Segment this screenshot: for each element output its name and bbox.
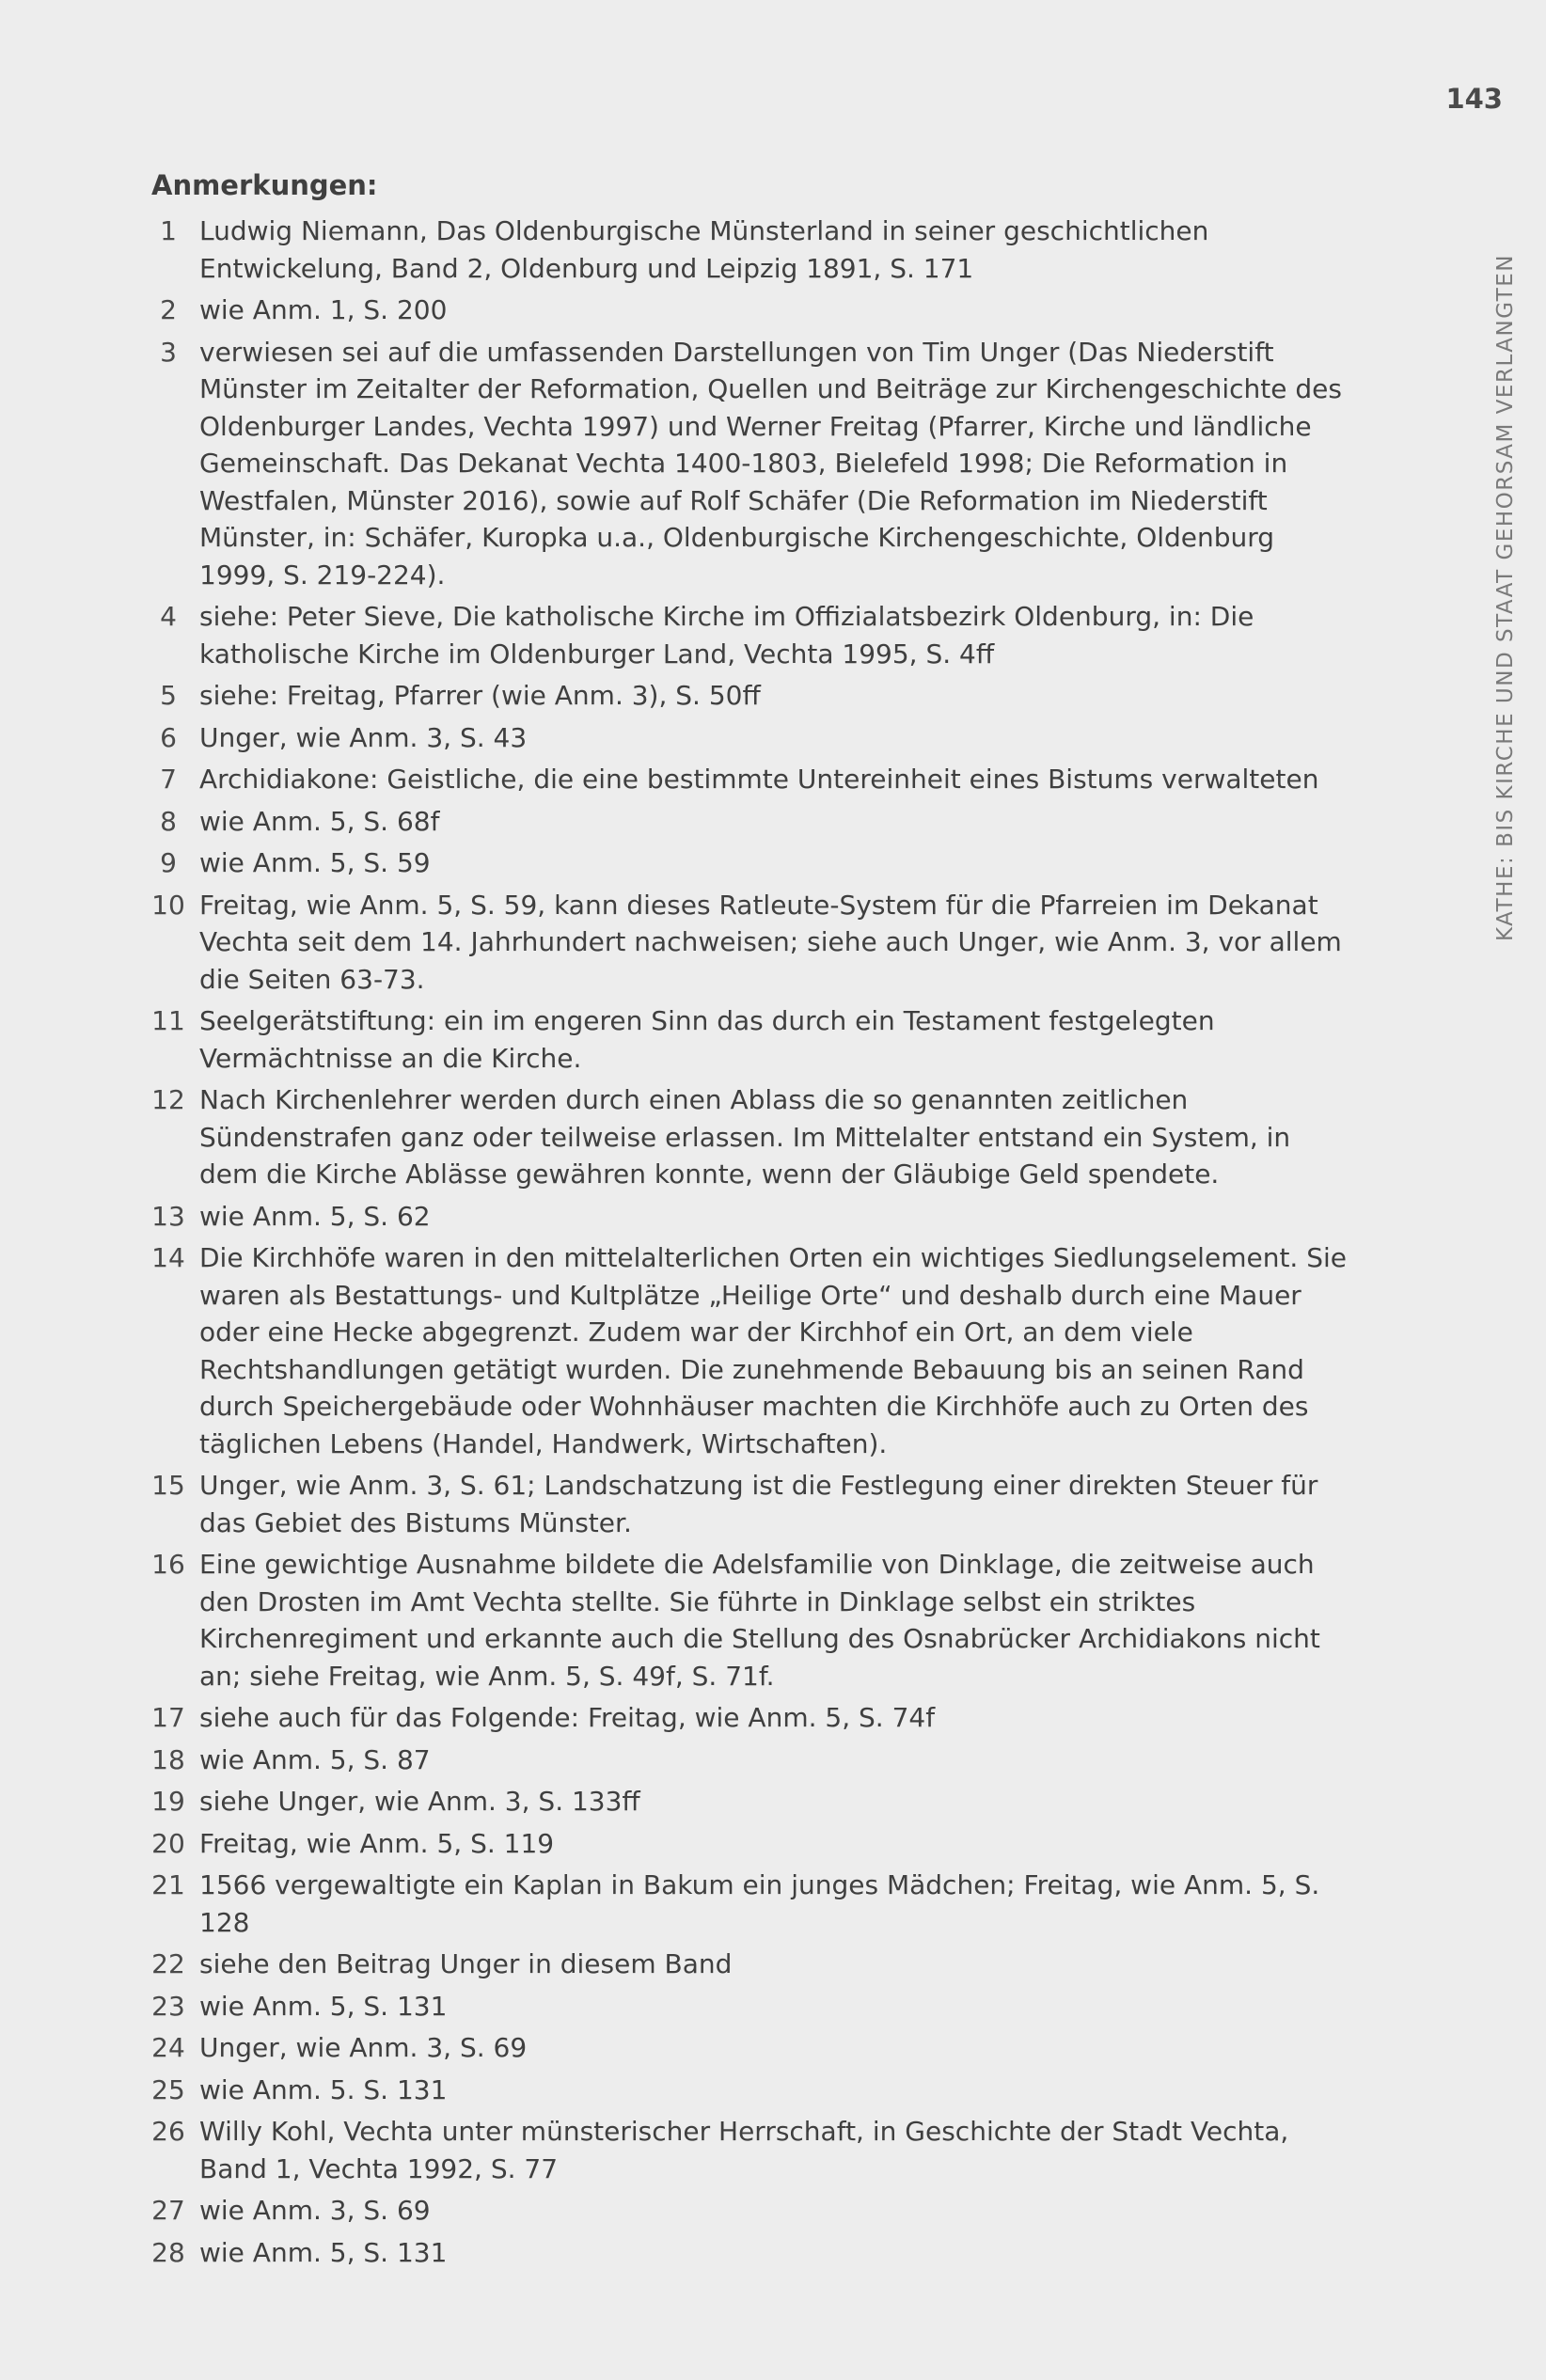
footnote-27 xyxy=(137,2192,1350,2230)
notes-list xyxy=(137,213,1350,2271)
footnote-text: verwiesen sei auf die umfassenden Darstellungen von Tim Unger (Das Niederstift Münster im Zeitalter der Reformation, Quellen und Beiträge zur Kirchengeschichte des Oldenburger Landes, Vechta 1997) und Werner Freitag (Pfarrer, Kirche und ländliche Gemeinschaft. Das Dekanat Vechta 1400-1803, Bielefeld 1998; Die Reformation in Westfalen, Münster 2016), sowie auf Rolf Schäfer (Die Reformation im Niederstift Münster, in: Schäfer, Kuropka u.a., Oldenburgische Kirchengeschichte, Oldenburg 1999, S. 219-224). xyxy=(199,336,1342,591)
footnote-number: 28 xyxy=(151,2236,185,2268)
footnote-17 xyxy=(137,1699,1350,1737)
footnote-18 xyxy=(137,1742,1350,1779)
footnote-2 xyxy=(137,292,1350,329)
footnote-text: siehe auch für das Folgende: Freitag, wie Anm. 5, S. 74f xyxy=(199,1702,936,1733)
notes-heading: Anmerkungen: xyxy=(151,169,378,201)
footnote-text: wie Anm. 5, S. 68f xyxy=(199,805,440,837)
footnote-number: 26 xyxy=(151,2116,185,2147)
footnote-3 xyxy=(137,334,1350,594)
footnote-text: Unger, wie Anm. 3, S. 61; Landschatzung ist die Festlegung einer direkten Steuer für das Gebiet des Bistums Münster. xyxy=(199,1470,1318,1538)
footnote-16 xyxy=(137,1546,1350,1694)
footnote-text: wie Anm. 5, S. 62 xyxy=(199,1200,431,1232)
footnote-9 xyxy=(137,844,1350,882)
footnote-text: Eine gewichtige Ausnahme bildete die Adelsfamilie von Dinklage, die zeitweise auch den Drosten im Amt Vechta stellte. Sie führte in Dinklage selbst ein striktes Kirchenregiment und erkannte auch die Stellung des Osnabrücker Archidiakons nicht an; siehe Freitag, wie Anm. 5, S. 49f, S. 71f. xyxy=(199,1549,1320,1692)
footnote-number: 3 xyxy=(160,336,177,368)
footnote-text: Archidiakone: Geistliche, die eine bestimmte Untereinheit eines Bistums verwalteten xyxy=(199,764,1319,795)
footnote-number: 25 xyxy=(151,2073,185,2105)
footnote-4 xyxy=(137,598,1350,672)
footnote-28 xyxy=(137,2234,1350,2272)
footnote-text: wie Anm. 5. S. 131 xyxy=(199,2073,448,2105)
footnote-text: Ludwig Niemann, Das Oldenburgische Münsterland in seiner geschichtlichen Entwickelung, Band 2, Oldenburg und Leipzig 1891, S. 171 xyxy=(199,215,1209,284)
footnote-22 xyxy=(137,1946,1350,1983)
footnote-text: Nach Kirchenlehrer werden durch einen Ablass die so genannten zeitlichen Sündenstrafen ganz oder teilweise erlassen. Im Mittelalter entstand ein System, in dem die Kirche Ablässe gewähren konnte, wenn der Gläubige Geld spendete. xyxy=(199,1084,1291,1190)
footnote-number: 13 xyxy=(151,1200,185,1232)
footnote-text: Seelgerätstiftung: ein im engeren Sinn das durch ein Testament festgelegten Vermächtnisse an die Kirche. xyxy=(199,1005,1215,1074)
footnote-25 xyxy=(137,2072,1350,2109)
page-number: 143 xyxy=(1445,83,1503,115)
footnote-text: siehe: Peter Sieve, Die katholische Kirche im Offizialatsbezirk Oldenburg, in: Die katholische Kirche im Oldenburger Land, Vechta 1995, S. 4ff xyxy=(199,601,1254,670)
footnote-text: siehe Unger, wie Anm. 3, S. 133ff xyxy=(199,1786,640,1817)
footnote-text: wie Anm. 1, S. 200 xyxy=(199,294,448,325)
footnote-number: 24 xyxy=(151,2032,185,2063)
footnote-number: 7 xyxy=(160,764,177,795)
footnote-10 xyxy=(137,887,1350,999)
footnote-21 xyxy=(137,1867,1350,1941)
footnote-number: 14 xyxy=(151,1242,185,1273)
footnote-13 xyxy=(137,1198,1350,1236)
footnote-text: 1566 vergewaltigte ein Kaplan in Bakum ein junges Mädchen; Freitag, wie Anm. 5, S. 128 xyxy=(199,1869,1320,1938)
footnote-number: 4 xyxy=(160,601,177,632)
footnote-text: Willy Kohl, Vechta unter münsterischer Herrschaft, in Geschichte der Stadt Vechta, Band 1, Vechta 1992, S. 77 xyxy=(199,2116,1289,2184)
footnote-text: Die Kirchhöfe waren in den mittelalterlichen Orten ein wichtiges Siedlungselement. Sie waren als Bestattungs- und Kultplätze „Heilige Orte“ und deshalb durch eine Mauer oder eine Hecke abgegrenzt. Zudem war der Kirchhof ein Ort, an dem viele Rechtshandlungen getätigt wurden. Die zunehmende Bebauung bis an seinen Rand durch Speichergebäude oder Wohnhäuser machten die Kirchhöfe auch zu Orten des täglichen Lebens (Handel, Handwerk, Wirtschaften). xyxy=(199,1242,1347,1459)
footnote-26 xyxy=(137,2113,1350,2187)
footnote-19 xyxy=(137,1783,1350,1820)
footnote-12 xyxy=(137,1081,1350,1193)
footnote-14 xyxy=(137,1239,1350,1462)
footnote-text: Freitag, wie Anm. 5, S. 119 xyxy=(199,1827,555,1859)
footnote-20 xyxy=(137,1825,1350,1863)
footnote-number: 22 xyxy=(151,1948,185,1979)
footnote-8 xyxy=(137,803,1350,841)
footnote-number: 23 xyxy=(151,1990,185,2022)
footnote-number: 17 xyxy=(151,1702,185,1733)
footnote-text: wie Anm. 5, S. 87 xyxy=(199,1743,431,1775)
footnote-1 xyxy=(137,213,1350,287)
footnote-number: 20 xyxy=(151,1827,185,1859)
running-title: KATHE: BIS KIRCHE UND STAAT GEHORSAM VERLANGTEN xyxy=(1493,253,1518,941)
footnote-number: 6 xyxy=(160,721,177,753)
footnote-text: wie Anm. 5, S. 131 xyxy=(199,2236,448,2268)
footnote-text: wie Anm. 3, S. 69 xyxy=(199,2195,431,2226)
notes-section xyxy=(137,169,1350,2276)
footnote-number: 12 xyxy=(151,1084,185,1115)
footnote-number: 16 xyxy=(151,1549,185,1580)
footnote-text: siehe den Beitrag Unger in diesem Band xyxy=(199,1948,733,1979)
footnote-number: 19 xyxy=(151,1786,185,1817)
footnote-number: 18 xyxy=(151,1743,185,1775)
footnote-11 xyxy=(137,1002,1350,1077)
footnote-number: 10 xyxy=(151,889,185,921)
footnote-number: 11 xyxy=(151,1005,185,1036)
footnote-23 xyxy=(137,1988,1350,2025)
footnote-number: 1 xyxy=(160,215,177,246)
footnote-6 xyxy=(137,719,1350,757)
footnote-text: siehe: Freitag, Pfarrer (wie Anm. 3), S. 50ff xyxy=(199,680,761,711)
footnote-24 xyxy=(137,2029,1350,2067)
footnote-number: 8 xyxy=(160,805,177,837)
footnote-number: 27 xyxy=(151,2195,185,2226)
footnote-number: 5 xyxy=(160,680,177,711)
footnote-15 xyxy=(137,1467,1350,1541)
footnote-number: 21 xyxy=(151,1869,185,1900)
footnote-number: 9 xyxy=(160,847,177,878)
footnote-text: Unger, wie Anm. 3, S. 69 xyxy=(199,2032,528,2063)
footnote-5 xyxy=(137,677,1350,715)
footnote-text: wie Anm. 5, S. 59 xyxy=(199,847,431,878)
footnote-text: Unger, wie Anm. 3, S. 43 xyxy=(199,721,528,753)
footnote-number: 15 xyxy=(151,1470,185,1501)
footnote-number: 2 xyxy=(160,294,177,325)
footnote-7 xyxy=(137,761,1350,798)
footnote-text: Freitag, wie Anm. 5, S. 59, kann dieses Ratleute-System für die Pfarreien im Dekanat Vechta seit dem 14. Jahrhundert nachweisen; siehe auch Unger, wie Anm. 3, vor allem die Seiten 63-73. xyxy=(199,889,1342,995)
footnote-text: wie Anm. 5, S. 131 xyxy=(199,1990,448,2022)
